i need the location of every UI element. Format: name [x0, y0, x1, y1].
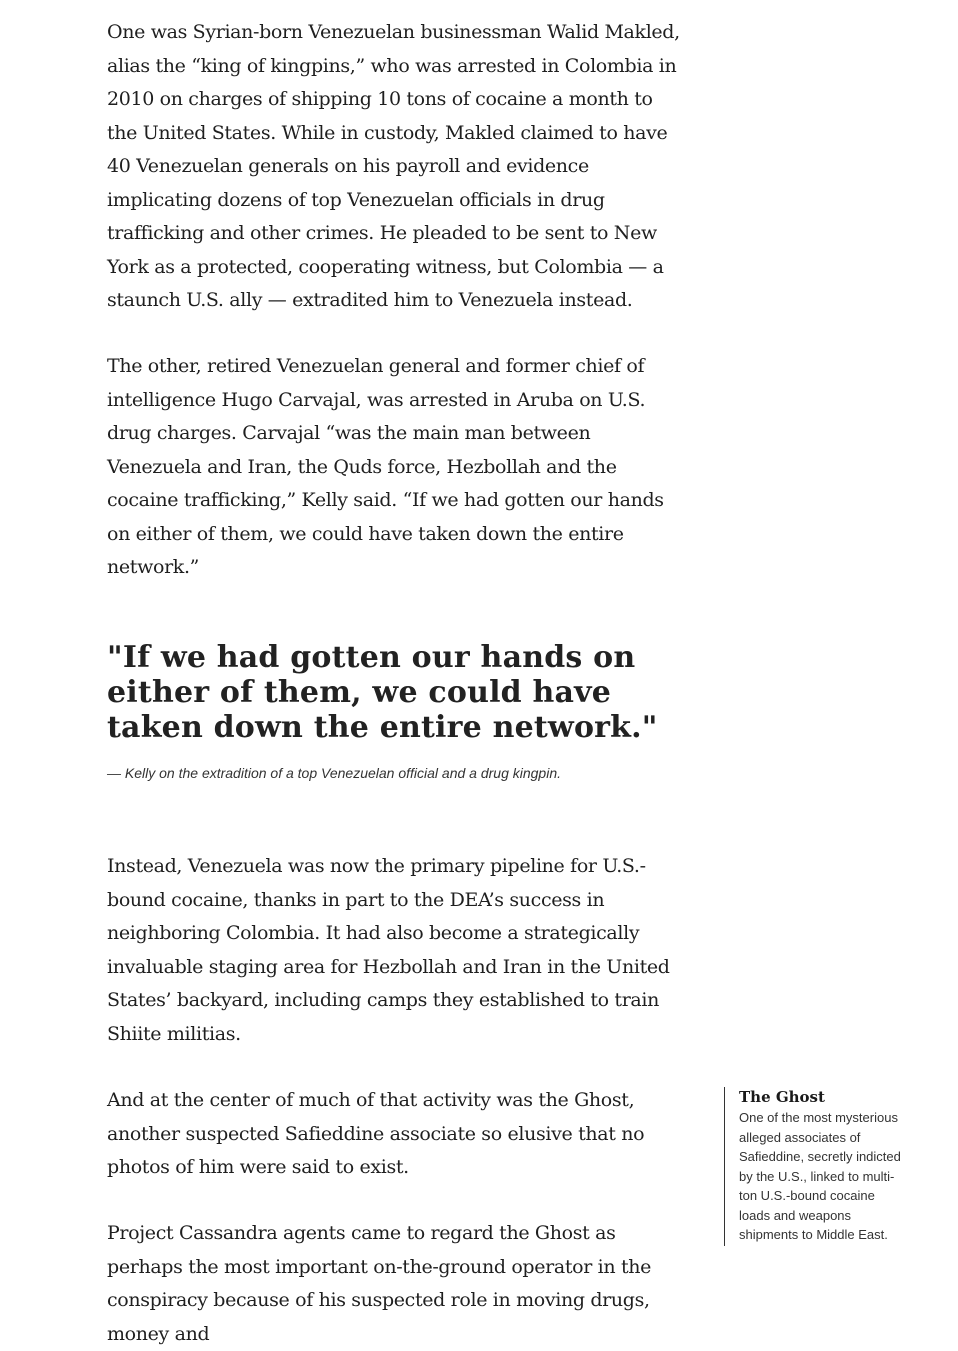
pull-quote-attribution: — Kelly on the extradition of a top Venezuelan official and a drug kingpin. — [107, 765, 561, 781]
sidenote-the-ghost — [724, 1087, 902, 1246]
paragraph-ghost-operator: Project Cassandra agents came to regard the Ghost as perhaps the most important on-the-ground operator in the conspiracy because of his suspected role in moving drugs, money and — [107, 1222, 652, 1345]
sidenote-title: The Ghost — [739, 1088, 825, 1106]
paragraph-makled: One was Syrian-born Venezuelan businessman Walid Makled, alias the “king of kingpins,” who was arrested in Colombia in 2010 on charges of shipping 10 tons of cocaine a month to the United States. While in custody, Makled claimed to have 40 Venezuelan generals on his payroll and evidence implicating dozens of top Venezuelan officials in drug trafficking and other crimes. He pleaded to be sent to New York as a protected, cooperating witness, but Colombia — a staunch U.S. ally — extradited him to Venezuela instead. — [107, 21, 680, 311]
paragraph-carvajal: The other, retired Venezuelan general and former chief of intelligence Hugo Carvajal, was arrested in Aruba on U.S. drug charges. Carvajal “was the main man between Venezuela and Iran, the Quds force, Hezbollah and the cocaine trafficking,” Kelly said. “If we had gotten our hands on either of them, we could have taken down the entire network.” — [107, 355, 664, 578]
pull-quote: "If we had gotten our hands on either of them, we could have taken down the entire network." — [107, 640, 658, 745]
paragraph-ghost-intro: And at the center of much of that activity was the Ghost, another suspected Safieddine associate so elusive that no photos of him were said to exist. — [107, 1089, 645, 1178]
sidenote-text: One of the most mysterious alleged associates of Safieddine, secretly indicted by the U.S., linked to multi-ton U.S.-bound cocaine loads and weapons shipments to Middle East. — [739, 1110, 901, 1242]
paragraph-venezuela-pipeline: Instead, Venezuela was now the primary pipeline for U.S.-bound cocaine, thanks in part to the DEA’s success in neighboring Colombia. It had also become a strategically invaluable staging area for Hezbollah and Iran in the United States’ backyard, including camps they established to train Shiite militias. — [107, 855, 670, 1045]
